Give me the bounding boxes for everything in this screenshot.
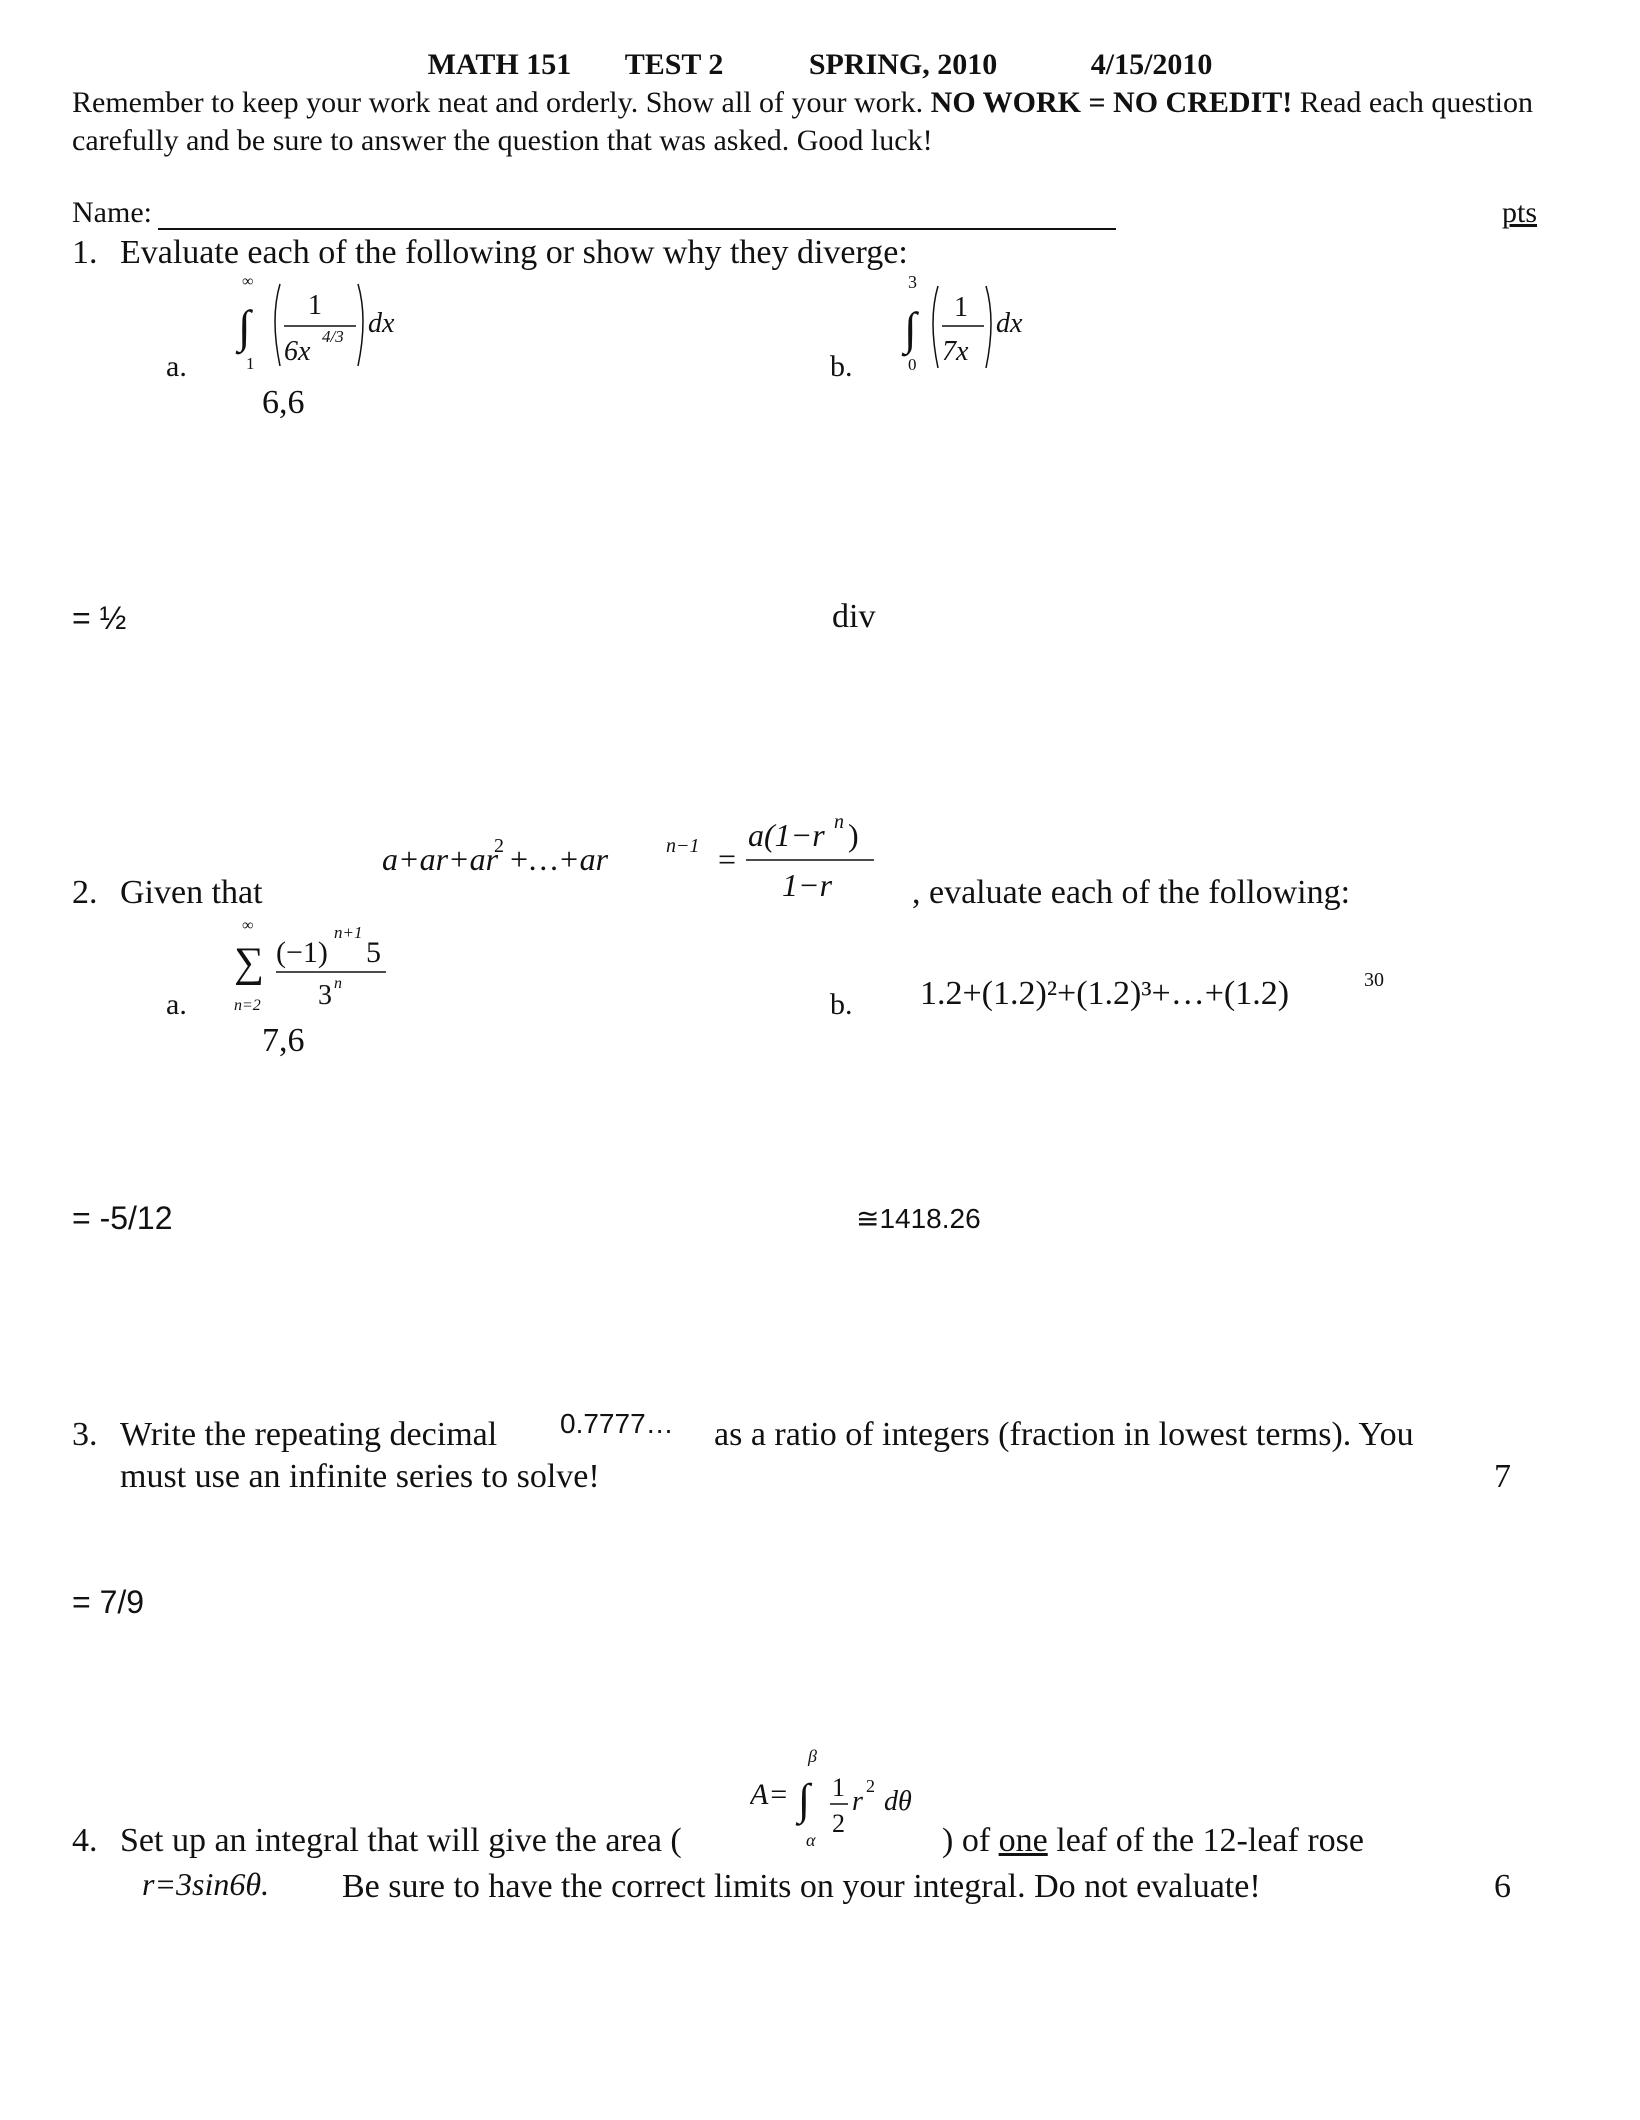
- q2a-upper-limit: ∞: [242, 917, 254, 934]
- q2b-answer: ≅1418.26: [856, 1203, 981, 1234]
- name-field[interactable]: [158, 228, 1116, 230]
- q2-prompt: , evaluate each of the following:: [912, 874, 1351, 911]
- q2a-numerator: (−1): [276, 936, 328, 969]
- q1b-upper-limit: 3: [908, 272, 917, 292]
- test-title: TEST 2: [624, 48, 724, 81]
- formula-numerator: a(1−r: [748, 817, 825, 853]
- q2b-label: b.: [830, 988, 853, 1021]
- geometric-sum-formula: [378, 810, 898, 900]
- area-r-exp: 2: [866, 1776, 875, 1796]
- q1b-denominator: 7x: [942, 336, 969, 367]
- rose-equation: r=3sin6θ.: [142, 1866, 270, 1902]
- formula-denominator: 1−r: [782, 867, 833, 900]
- area-lower-limit: α: [806, 1830, 816, 1850]
- q1a-upper-limit: ∞: [242, 273, 254, 290]
- q1b-answer: div: [832, 598, 876, 635]
- svg-text:∫: ∫: [904, 303, 917, 354]
- q1a-denominator: 6x: [284, 336, 311, 367]
- q3-text-2: as a ratio of integers (fraction in lowest terms). You: [714, 1416, 1414, 1453]
- q1-prompt: Evaluate each of the following or show why they diverge:: [120, 234, 908, 271]
- q2a-label: a.: [166, 988, 187, 1021]
- test-date: 4/15/2010: [1090, 48, 1213, 81]
- q1a-numerator: 1: [308, 290, 322, 321]
- q1-number: 1.: [72, 234, 98, 271]
- q2b-series-exp: 30: [1364, 969, 1384, 991]
- q3-number: 3.: [72, 1416, 98, 1453]
- q3-points: 7: [1494, 1458, 1511, 1495]
- q3-text-3: must use an infinite series to solve!: [120, 1458, 600, 1495]
- q4-text-1: Set up an integral that will give the area (: [120, 1822, 682, 1859]
- q2a-num-exp: n+1: [334, 923, 363, 942]
- formula-lhs: a+ar+ar: [382, 841, 499, 877]
- q2a-den-exp: n: [334, 975, 342, 992]
- q3-answer: = 7/9: [72, 1584, 145, 1620]
- formula-exp-n1: n−1: [666, 835, 700, 857]
- q1b-lower-limit: 0: [908, 355, 917, 374]
- svg-text:∫: ∫: [798, 1775, 811, 1824]
- q1a-exponent: 4/3: [322, 327, 344, 346]
- q4-text-2: ) of one leaf of the 12-leaf rose: [942, 1822, 1364, 1859]
- q1b-dx: dx: [996, 308, 1023, 339]
- area-formula: [750, 1746, 940, 1856]
- area-numerator: 1: [832, 1773, 845, 1802]
- q1a-answer: = ½: [72, 600, 127, 636]
- q4-underlined-word: one: [998, 1822, 1048, 1859]
- q2a-series: [230, 914, 400, 1014]
- q1a-dx: dx: [368, 308, 395, 339]
- svg-text:5: 5: [366, 936, 381, 969]
- svg-text:∑: ∑: [234, 940, 264, 986]
- q4-number: 4.: [72, 1822, 98, 1859]
- formula-mid: +…+ar: [508, 841, 609, 877]
- instructions: [72, 84, 1552, 160]
- q1a-label: a.: [166, 350, 187, 383]
- q2b-series-text: 1.2+(1.2)²+(1.2)³+…+(1.2): [920, 975, 1290, 1012]
- q3-text-1: Write the repeating decimal: [120, 1416, 498, 1453]
- instructions-text-2: Read each question carefully and be sure to answer the question that was asked. Good luck!: [72, 86, 1533, 157]
- area-denominator: 2: [832, 1809, 845, 1838]
- area-r: r: [852, 1786, 863, 1817]
- q2a-answer: = -5/12: [72, 1200, 173, 1236]
- q1b-integral: [896, 270, 1056, 380]
- instructions-warning: NO WORK = NO CREDIT!: [930, 86, 1293, 119]
- area-formula-lhs: A=: [750, 1778, 789, 1811]
- q2-number: 2.: [72, 874, 98, 911]
- q4-points: 6: [1494, 1868, 1511, 1905]
- name-label: Name:: [72, 196, 152, 229]
- q2-given: Given that: [120, 874, 263, 911]
- term: SPRING, 2010: [808, 48, 998, 81]
- svg-text:): ): [848, 817, 859, 853]
- points-header: pts: [1502, 196, 1538, 229]
- q1a-integral: [230, 270, 410, 380]
- q2a-points: 7,6: [262, 1022, 305, 1059]
- formula-num-exp: n: [834, 811, 844, 833]
- test-header: [0, 48, 1640, 82]
- q4-text-3: Be sure to have the correct limits on your integral. Do not evaluate!: [342, 1868, 1261, 1905]
- formula-exp-2: 2: [494, 835, 504, 857]
- area-upper-limit: β: [808, 1746, 817, 1766]
- q2a-lower-limit: n=2: [234, 997, 261, 1014]
- course-title: MATH 151: [427, 48, 572, 81]
- q1a-lower-limit: 1: [246, 354, 255, 373]
- q2b-series: [920, 956, 1400, 1026]
- svg-text:=: =: [718, 841, 737, 877]
- instructions-text-1: Remember to keep your work neat and orderly. Show all of your work.: [72, 86, 931, 119]
- q2a-denominator: 3: [318, 980, 332, 1011]
- q1a-points: 6,6: [262, 384, 305, 421]
- svg-text:∫: ∫: [238, 301, 251, 352]
- q1b-label: b.: [830, 350, 853, 383]
- q3-decimal: 0.7777…: [560, 1408, 674, 1439]
- area-dtheta: dθ: [884, 1786, 912, 1817]
- q1b-numerator: 1: [954, 292, 968, 323]
